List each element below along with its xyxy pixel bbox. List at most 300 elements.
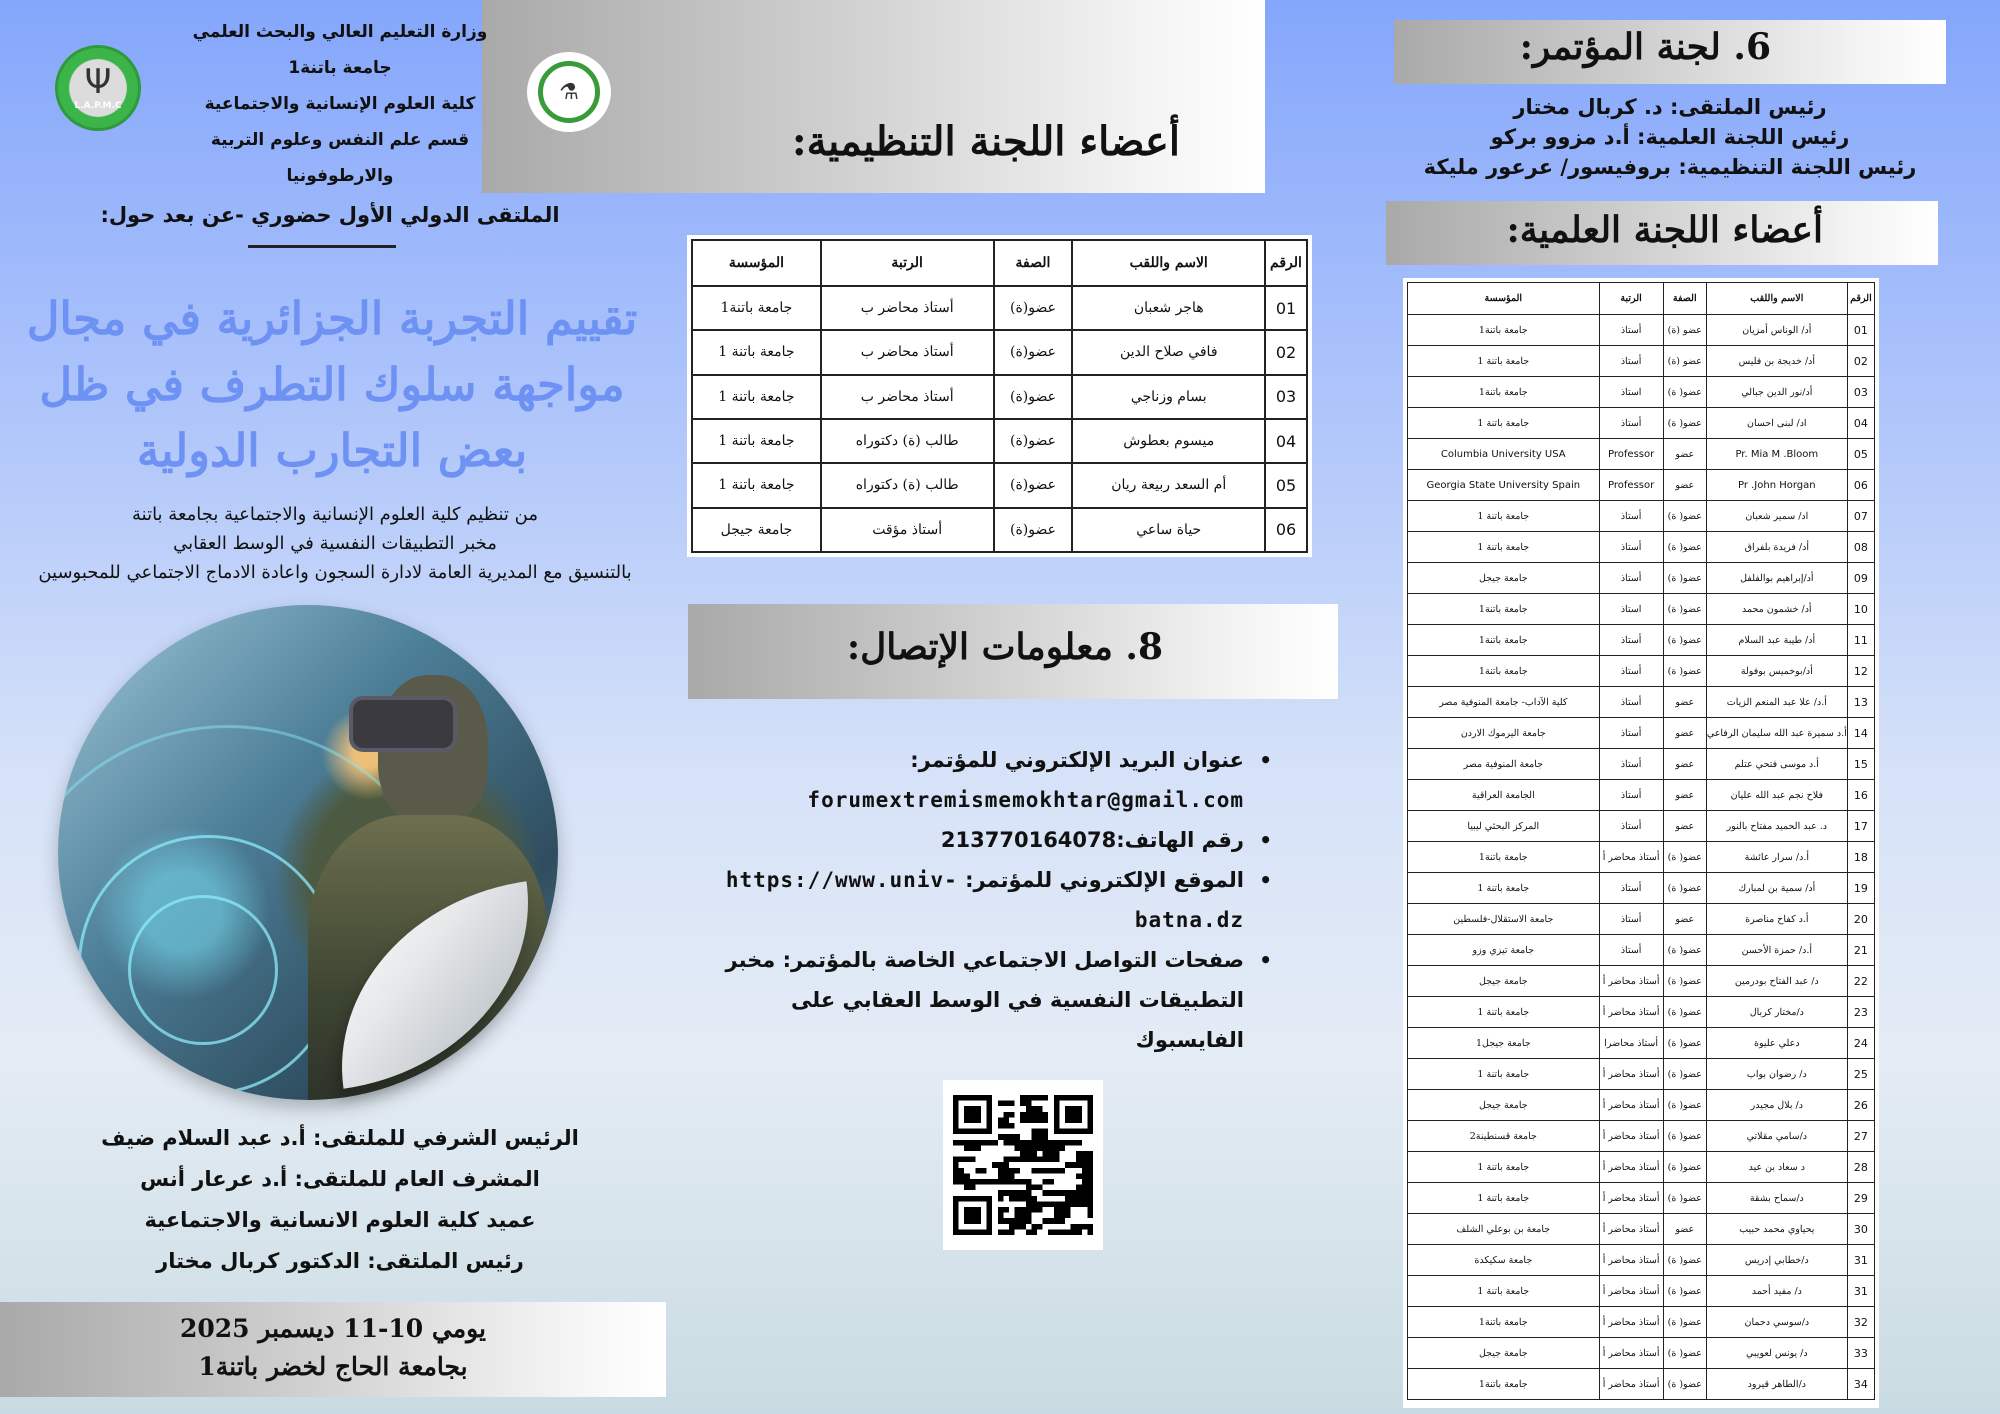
table-row [692, 508, 1307, 552]
cell-institution: جامعة تيزي وزو [1408, 935, 1600, 966]
cell-capacity: عضو( ة) [1663, 377, 1706, 408]
qr-module [1076, 1196, 1082, 1202]
forum-subtitle: الملتقى الدولي الأول حضوري -عن بعد حول: [100, 203, 560, 227]
cell-number: 29 [1847, 1183, 1874, 1214]
qr-module [1071, 1201, 1077, 1207]
cell-institution: جامعة المنوفية مصر [1408, 749, 1600, 780]
contact-phone [690, 820, 1280, 860]
cell-name: هاجر شعبان [1072, 286, 1265, 330]
qr-module [1015, 1218, 1021, 1224]
faculty-line: كلية العلوم الإنسانية والاجتماعية [204, 94, 476, 114]
cell-institution: جامعة باتنة 1 [692, 375, 821, 419]
qr-module [1082, 1190, 1088, 1196]
cell-name: يحياوي محمد حبيب [1706, 1214, 1847, 1245]
cell-rank: أستاذ [1599, 873, 1663, 904]
qr-module [1043, 1134, 1049, 1140]
col-rank: الرتبة [821, 240, 994, 286]
cell-rank: أستاذ [1599, 625, 1663, 656]
qr-module [1015, 1190, 1021, 1196]
cell-name: أد/نور الدين جبالي [1706, 377, 1847, 408]
cell-name: د/سوسي دحمان [1706, 1307, 1847, 1338]
cell-institution: جامعة جيجل [1408, 563, 1600, 594]
cell-capacity: عضو( ة) [1663, 408, 1706, 439]
qr-module [1026, 1157, 1032, 1163]
cell-rank: أستاذ مؤقت [821, 508, 994, 552]
qr-module [975, 1179, 981, 1185]
cell-institution: جامعة جيجل [1408, 1338, 1600, 1369]
cell-institution: جامعة باتنة 1 [1408, 1059, 1600, 1090]
qr-module [1054, 1218, 1060, 1224]
qr-module [1020, 1145, 1026, 1151]
qr-module [959, 1179, 965, 1185]
cell-capacity: عضو [1663, 749, 1706, 780]
cell-institution: جامعة باتنة 1 [1408, 873, 1600, 904]
cell-name: د/سماح بشقة [1706, 1183, 1847, 1214]
qr-module [1009, 1218, 1015, 1224]
table-row [1408, 1245, 1875, 1276]
qr-module [1003, 1123, 1009, 1129]
qr-module [1015, 1207, 1021, 1213]
qr-module [1082, 1201, 1088, 1207]
cell-rank: استاذ [1599, 594, 1663, 625]
cell-capacity: عضو(ة) [994, 419, 1073, 463]
table-row [1408, 718, 1875, 749]
cell-name: أد/بوخميس بوفولة [1706, 656, 1847, 687]
qr-module [1003, 1101, 1009, 1107]
col-capacity: الصفة [994, 240, 1073, 286]
qr-module [1054, 1140, 1060, 1146]
qr-module [1009, 1101, 1015, 1107]
cell-institution: جامعة باتنة 1 [692, 330, 821, 374]
cell-capacity: عضو( ة) [1663, 1307, 1706, 1338]
qr-module [1037, 1134, 1043, 1140]
cell-institution: Columbia University USA [1408, 439, 1600, 470]
qr-module [1043, 1112, 1049, 1118]
university-line: جامعة باتنة1 [288, 58, 392, 78]
qr-module [1003, 1173, 1009, 1179]
qr-module [1043, 1218, 1049, 1224]
qr-module [1082, 1162, 1088, 1168]
qr-module [1043, 1129, 1049, 1135]
cell-rank: طالب (ة) دكتوراه [821, 463, 994, 507]
qr-module [1054, 1145, 1060, 1151]
cell-rank: استاذ [1599, 377, 1663, 408]
qr-module [1037, 1168, 1043, 1174]
cell-rank: طالب (ة) دكتوراه [821, 419, 994, 463]
qr-module [1020, 1196, 1026, 1202]
qr-module [1048, 1229, 1054, 1235]
cell-rank: أستاذ محاضر أ [1599, 966, 1663, 997]
col-name: الاسم واللقب [1072, 240, 1265, 286]
qr-module [959, 1157, 965, 1163]
phone-value: 213770164078 [940, 828, 1117, 852]
qr-module [1076, 1151, 1082, 1157]
qr-module [1020, 1151, 1026, 1157]
email-link[interactable]: forumextremismemokhtar@gmail.com [807, 788, 1244, 812]
cell-rank: أستاذ محاضر أ [1599, 1090, 1663, 1121]
qr-module [964, 1179, 970, 1185]
cell-number: 32 [1847, 1307, 1874, 1338]
qr-module [1031, 1196, 1037, 1202]
cell-number: 04 [1847, 408, 1874, 439]
qr-module [970, 1179, 976, 1185]
qr-module [1031, 1151, 1037, 1157]
contact-title: 8. معلومات الإتصال: [846, 626, 1163, 668]
conference-title: تقييم التجربة الجزائرية في مجال مواجهة سلوك التطرف في ظل بعض التجارب الدولية [26, 292, 638, 477]
cell-capacity: عضو( ة) [1663, 532, 1706, 563]
cell-capacity: عضو( ة) [1663, 1121, 1706, 1152]
table-row [1408, 470, 1875, 501]
qr-code-icon [953, 1090, 1093, 1240]
table-row [1408, 1028, 1875, 1059]
chair-organizing: رئيس اللجنة التنظيمية: بروفيسور/ عرعور مليكة [1423, 155, 1917, 179]
qr-module [1031, 1168, 1037, 1174]
qr-module [1048, 1179, 1054, 1185]
qr-module [1003, 1218, 1009, 1224]
cell-institution: جامعة باتنة 1 [1408, 346, 1600, 377]
qr-module [1076, 1201, 1082, 1207]
cell-rank: أستاذ محاضر أ [1599, 1245, 1663, 1276]
department-line: قسم علم النفس وعلوم التربية والارطوفونيا [210, 130, 470, 186]
cell-number: 21 [1847, 935, 1874, 966]
organizer-line: من تنظيم كلية العلوم الإنسانية والاجتماعية بجامعة باتنة [131, 504, 538, 525]
qr-module [1026, 1185, 1032, 1191]
table-row [692, 419, 1307, 463]
qr-module [1082, 1179, 1088, 1185]
qr-module [1082, 1157, 1088, 1163]
qr-module [1071, 1190, 1077, 1196]
cell-rank: أستاذ [1599, 749, 1663, 780]
cell-rank: أستاذ محاضر ب [821, 286, 994, 330]
cell-name: Pr .John Horgan [1706, 470, 1847, 501]
cell-rank: أستاذ محاضر أ [1599, 1338, 1663, 1369]
cell-number: 16 [1847, 780, 1874, 811]
table-row [1408, 904, 1875, 935]
qr-module [1059, 1168, 1065, 1174]
conference-committee-title: 6. لجنة المؤتمر: [1519, 26, 1771, 68]
qr-module [1059, 1145, 1065, 1151]
qr-module [1015, 1134, 1021, 1140]
qr-module [1076, 1162, 1082, 1168]
soldier-vr-image [58, 605, 558, 1100]
dean-title: عميد كلية العلوم الانسانية والاجتماعية [144, 1208, 536, 1232]
cell-number: 34 [1847, 1369, 1874, 1400]
cell-capacity: عضو [1663, 439, 1706, 470]
bullet-icon: • [1259, 748, 1272, 772]
cell-institution: جامعة جيجل1 [1408, 1028, 1600, 1059]
qr-module [1020, 1112, 1026, 1118]
qr-module [1087, 1190, 1093, 1196]
cell-institution: جامعة باتنة 1 [692, 419, 821, 463]
cell-name: د/خطابي إدريس [1706, 1245, 1847, 1276]
cell-number: 24 [1847, 1028, 1874, 1059]
cell-number: 28 [1847, 1152, 1874, 1183]
col-number: الرقم [1847, 283, 1874, 315]
cell-capacity: عضو [1663, 687, 1706, 718]
qr-module [1071, 1196, 1077, 1202]
table-row [1408, 811, 1875, 842]
qr-module [1043, 1201, 1049, 1207]
qr-module [1031, 1157, 1037, 1163]
cell-capacity: عضو( ة) [1663, 997, 1706, 1028]
table-header-row [692, 240, 1307, 286]
cell-institution: جامعة باتنة1 [1408, 656, 1600, 687]
qr-module [1048, 1168, 1054, 1174]
cell-capacity: عضو( ة) [1663, 1183, 1706, 1214]
qr-module [1082, 1151, 1088, 1157]
qr-module [1037, 1112, 1043, 1118]
qr-module [1048, 1201, 1054, 1207]
qr-module [1043, 1168, 1049, 1174]
qr-module [959, 1168, 965, 1174]
scientific-committee-banner [1386, 201, 1938, 265]
cell-name: أ.د/ حمزة الأحسن [1706, 935, 1847, 966]
qr-module [1054, 1201, 1060, 1207]
qr-module [1054, 1213, 1060, 1219]
qr-module [981, 1179, 987, 1185]
qr-module [953, 1173, 959, 1179]
cell-number: 02 [1847, 346, 1874, 377]
qr-module [987, 1179, 993, 1185]
cell-number: 25 [1847, 1059, 1874, 1090]
qr-module [1031, 1145, 1037, 1151]
table-row [1408, 1152, 1875, 1183]
cell-institution: جامعة الاستقلال-فلسطين [1408, 904, 1600, 935]
cell-institution: جامعة باتنة1 [1408, 594, 1600, 625]
qr-module [1026, 1151, 1032, 1157]
table-row [1408, 1121, 1875, 1152]
qr-module [1003, 1229, 1009, 1235]
cell-name: د/ مفيد أحمد [1706, 1276, 1847, 1307]
qr-module [1087, 1213, 1093, 1219]
cell-number: 33 [1847, 1338, 1874, 1369]
qr-module [964, 1157, 970, 1163]
cell-rank: أستاذ [1599, 315, 1663, 346]
qr-module [1076, 1185, 1082, 1191]
qr-module [1020, 1117, 1026, 1123]
cell-number: 01 [1847, 315, 1874, 346]
cell-name: د/ بلال مجيدر [1706, 1090, 1847, 1121]
cell-capacity: عضو( ة) [1663, 966, 1706, 997]
qr-module [1059, 1207, 1065, 1213]
cell-number: 19 [1847, 873, 1874, 904]
qr-module [970, 1140, 976, 1146]
qr-module [998, 1207, 1004, 1213]
forum-president: رئيس الملتقى: الدكتور كربال مختار [156, 1249, 524, 1273]
qr-module [1015, 1145, 1021, 1151]
qr-module [1003, 1112, 1009, 1118]
qr-module [1087, 1162, 1093, 1168]
website-link[interactable]: https://www.univ-batna.dz [725, 868, 1244, 932]
qr-module [1031, 1129, 1037, 1135]
qr-module [1087, 1168, 1093, 1174]
qr-module [1026, 1196, 1032, 1202]
qr-module [1059, 1229, 1065, 1235]
table-row [1408, 1338, 1875, 1369]
cell-name: أ.د كفاح مناصرة [1706, 904, 1847, 935]
institution-header [160, 14, 520, 194]
cell-capacity: عضو [1663, 780, 1706, 811]
cell-institution: جامعة جيجل [1408, 1090, 1600, 1121]
cell-rank: أستاذ محاضر ب [821, 330, 994, 374]
qr-module [1082, 1196, 1088, 1202]
cell-number: 05 [1265, 463, 1307, 507]
qr-module [1059, 1201, 1065, 1207]
table-row [1408, 842, 1875, 873]
table-row [1408, 501, 1875, 532]
cell-institution: جامعة باتنة 1 [1408, 1183, 1600, 1214]
qr-module [1020, 1213, 1026, 1219]
table-row [1408, 1090, 1875, 1121]
qr-module [1026, 1207, 1032, 1213]
website-label: الموقع الإلكتروني للمؤتمر: [965, 868, 1244, 892]
qr-module [1026, 1112, 1032, 1118]
qr-module [1037, 1106, 1043, 1112]
qr-module [959, 1173, 965, 1179]
cell-name: أ.د/ علا عبد المنعم الزيات [1706, 687, 1847, 718]
qr-module [981, 1168, 987, 1174]
cell-number: 03 [1847, 377, 1874, 408]
qr-module [1009, 1179, 1015, 1185]
cell-institution: جامعة باتنة1 [1408, 315, 1600, 346]
cell-rank: أستاذ [1599, 687, 1663, 718]
qr-module [953, 1179, 959, 1185]
qr-module [970, 1185, 976, 1191]
cell-capacity: عضو(ة) [994, 286, 1073, 330]
cell-name: دعلي عليوة [1706, 1028, 1847, 1059]
qr-module [1087, 1185, 1093, 1191]
qr-module [1015, 1196, 1021, 1202]
table-row [1408, 656, 1875, 687]
contact-banner [688, 604, 1338, 699]
qr-module [1009, 1190, 1015, 1196]
cell-rank: أستاذ [1599, 780, 1663, 811]
qr-module [964, 1207, 981, 1224]
contact-list [690, 740, 1280, 1060]
table-row [692, 286, 1307, 330]
cell-number: 26 [1847, 1090, 1874, 1121]
cell-rank: Professor [1599, 439, 1663, 470]
qr-module [1020, 1224, 1026, 1230]
cell-capacity: عضو( ة) [1663, 935, 1706, 966]
qr-module [1009, 1140, 1015, 1146]
table-row [692, 330, 1307, 374]
qr-module [1031, 1229, 1037, 1235]
qr-module [1037, 1201, 1043, 1207]
qr-module [1020, 1101, 1026, 1107]
qr-module [964, 1145, 970, 1151]
qr-module [1003, 1190, 1009, 1196]
qr-module [1065, 1213, 1071, 1219]
qr-module [1076, 1173, 1082, 1179]
qr-module [998, 1190, 1004, 1196]
col-name: الاسم واللقب [1706, 283, 1847, 315]
lab-logo [55, 45, 141, 131]
qr-module [1043, 1140, 1049, 1146]
cell-institution: جامعة اليرموك الاردن [1408, 718, 1600, 749]
cell-capacity: عضو( ة) [1663, 1276, 1706, 1307]
qr-module [1009, 1123, 1015, 1129]
table-row [1408, 625, 1875, 656]
table-row [1408, 377, 1875, 408]
qr-module [1015, 1168, 1021, 1174]
qr-module [1065, 1162, 1071, 1168]
qr-module [975, 1145, 981, 1151]
cell-institution: جامعة باتنة 1 [1408, 1276, 1600, 1307]
qr-module [970, 1145, 976, 1151]
table-row [1408, 1276, 1875, 1307]
qr-module [1026, 1201, 1032, 1207]
qr-module [1031, 1140, 1037, 1146]
col-capacity: الصفة [1663, 283, 1706, 315]
qr-code[interactable] [943, 1080, 1103, 1250]
qr-module [964, 1106, 981, 1123]
qr-module [1059, 1218, 1065, 1224]
organizer-line: مخبر التطبيقات النفسية في الوسط العقابي [173, 533, 497, 554]
table-row [1408, 997, 1875, 1028]
table-row [1408, 935, 1875, 966]
qr-module [1037, 1185, 1043, 1191]
qr-module [1037, 1157, 1043, 1163]
cell-name: د/ رضوان بواب [1706, 1059, 1847, 1090]
table-row [1408, 594, 1875, 625]
social-value[interactable]: مخبر التطبيقات النفسية في الوسط العقابي على الفايسبوك [725, 948, 1244, 1052]
table-row [1408, 408, 1875, 439]
cell-institution: جامعة باتنة1 [1408, 1369, 1600, 1400]
qr-module [1015, 1140, 1021, 1146]
qr-module [1003, 1207, 1009, 1213]
qr-module [1054, 1229, 1060, 1235]
qr-module [1071, 1140, 1077, 1146]
qr-module [1054, 1190, 1060, 1196]
ministry-line: وزارة التعليم العالي والبحث العلمي [192, 22, 488, 42]
qr-module [1087, 1201, 1093, 1207]
qr-module [1020, 1179, 1026, 1185]
committee-chairs [1390, 92, 1950, 182]
qr-module [1076, 1140, 1082, 1146]
qr-module [981, 1140, 987, 1146]
cell-rank: أستاذ [1599, 935, 1663, 966]
cell-capacity: عضو(ة) [994, 375, 1073, 419]
qr-module [1059, 1190, 1065, 1196]
cell-name: أد/إبراهيم بوالفلفل [1706, 563, 1847, 594]
cell-number: 13 [1847, 687, 1874, 718]
table-row [1408, 563, 1875, 594]
table-row [1408, 966, 1875, 997]
qr-module [1026, 1106, 1032, 1112]
cell-name: أد/ خديجة بن فليس [1706, 346, 1847, 377]
qr-module [1026, 1117, 1032, 1123]
bullet-icon: • [1259, 868, 1272, 892]
qr-module [1009, 1229, 1015, 1235]
organizer-line: بالتنسيق مع المديرية العامة لادارة السجون واعادة الادماج الاجتماعي للمحبوسين [38, 562, 632, 583]
cell-number: 05 [1847, 439, 1874, 470]
cell-name: د/ يونس لعويبي [1706, 1338, 1847, 1369]
cell-name: أم السعد ربيعة ريان [1072, 463, 1265, 507]
cell-rank: أستاذ [1599, 811, 1663, 842]
qr-module [1015, 1213, 1021, 1219]
qr-module [998, 1173, 1004, 1179]
qr-module [1065, 1207, 1071, 1213]
qr-module [1076, 1190, 1082, 1196]
vr-headset-icon [353, 700, 453, 748]
qr-module [998, 1123, 1004, 1129]
qr-module [953, 1162, 959, 1168]
cell-name: د/الطاهر قيرود [1706, 1369, 1847, 1400]
general-supervisor: المشرف العام للملتقى: أ.د عرعار أنس [140, 1167, 540, 1191]
col-institution: المؤسسة [692, 240, 821, 286]
cell-number: 15 [1847, 749, 1874, 780]
